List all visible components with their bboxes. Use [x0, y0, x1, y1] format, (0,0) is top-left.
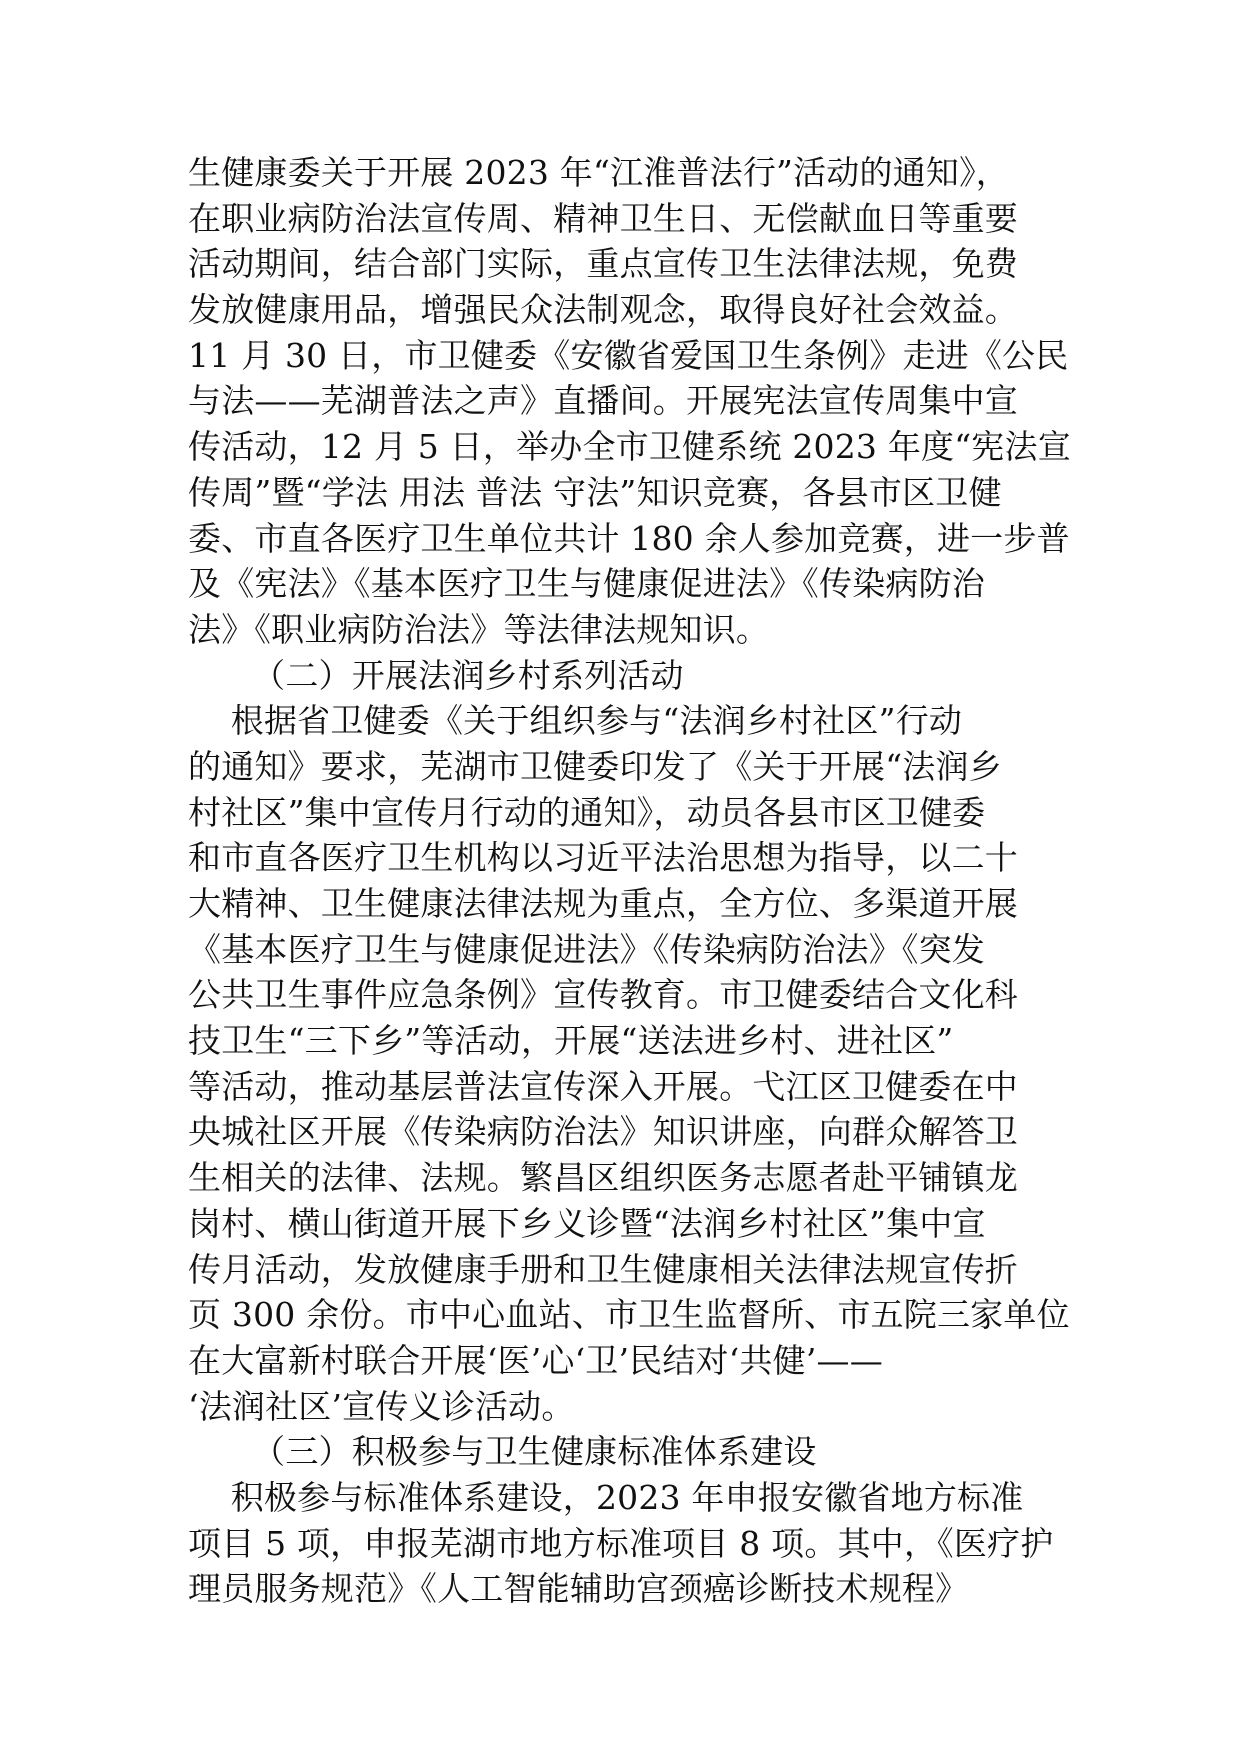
text-line: 技卫生“三下乡”等活动，开展“送法进乡村、进社区” — [188, 1021, 954, 1061]
text-line: 及《宪法》《基本医疗卫生与健康促进法》《传染病防治 — [188, 564, 985, 604]
section-heading: （三）积极参与卫生健康标准体系建设 — [188, 1432, 817, 1472]
text-line: 传活动，12 月 5 日，举办全市卫健系统 2023 年度“宪法宣 — [188, 427, 1071, 467]
text-line: 发放健康用品，增强民众法制观念，取得良好社会效益。 — [188, 290, 1018, 330]
text-line: 的通知》要求，芜湖市卫健委印发了《关于开展“法润乡 — [188, 746, 1002, 786]
text-line: 11 月 30 日，市卫健委《安徽省爱国卫生条例》走进《公民 — [188, 335, 1069, 375]
text-line: 传周”暨“学法 用法 普法 守法”知识竞赛，各县市区卫健 — [188, 472, 1002, 512]
text-line: 公共卫生事件应急条例》宣传教育。市卫健委结合文化科 — [188, 975, 1018, 1015]
text-line: 生健康委关于开展 2023 年“江淮普法行”活动的通知》， — [188, 153, 1010, 192]
text-line: 在大富新村联合开展‘医’心‘卫’民结对‘共健’—— — [188, 1340, 883, 1380]
document-body — [188, 150, 1071, 1612]
text-line: 大精神、卫生健康法律法规为重点，全方位、多渠道开展 — [188, 884, 1018, 923]
text-line: 在职业病防治法宣传周、精神卫生日、无偿献血日等重要 — [188, 198, 1018, 238]
text-line: 理员服务规范》《人工智能辅助宫颈癌诊断技术规程》 — [188, 1569, 969, 1609]
text-line: ‘法润社区’宣传义诊活动。 — [188, 1386, 575, 1426]
text-line: 活动期间，结合部门实际，重点宣传卫生法律法规，免费 — [188, 244, 1018, 284]
text-line: 与法——芜湖普法之声》直播间。开展宪法宣传周集中宣 — [188, 381, 1018, 421]
text-line: 村社区”集中宣传月行动的通知》，动员各县市区卫健委 — [188, 792, 986, 832]
section-heading: （二）开展法润乡村系列活动 — [188, 655, 684, 695]
text-line: 页 300 余份。市中心血站、市卫生监督所、市五院三家单位 — [188, 1295, 1070, 1335]
text-line: 积极参与标准体系建设，2023 年申报安徽省地方标准 — [188, 1477, 1024, 1517]
text-line: 生相关的法律、法规。繁昌区组织医务志愿者赴平铺镇龙 — [188, 1158, 1018, 1198]
text-line: 《基本医疗卫生与健康促进法》《传染病防治法》《突发 — [188, 929, 985, 969]
text-line: 传月活动，发放健康手册和卫生健康相关法律法规宣传折 — [188, 1249, 1018, 1289]
text-line: 岗村、横山街道开展下乡义诊暨“法润乡村社区”集中宣 — [188, 1203, 986, 1243]
text-line: 项目 5 项，申报芜湖市地方标准项目 8 项。其中，《医疗护 — [188, 1523, 1054, 1563]
text-line: 法》《职业病防治法》等法律法规知识。 — [188, 609, 770, 649]
text-line: 和市直各医疗卫生机构以习近平法治思想为指导，以二十 — [188, 838, 1018, 878]
text-line: 央城社区开展《传染病防治法》知识讲座，向群众解答卫 — [188, 1112, 1018, 1152]
text-line: 根据省卫健委《关于组织参与“法润乡村社区”行动 — [188, 701, 963, 741]
text-line: 委、市直各医疗卫生单位共计 180 余人参加竞赛，进一步普 — [188, 518, 1070, 558]
text-line: 等活动，推动基层普法宣传深入开展。弋江区卫健委在中 — [188, 1066, 1018, 1106]
